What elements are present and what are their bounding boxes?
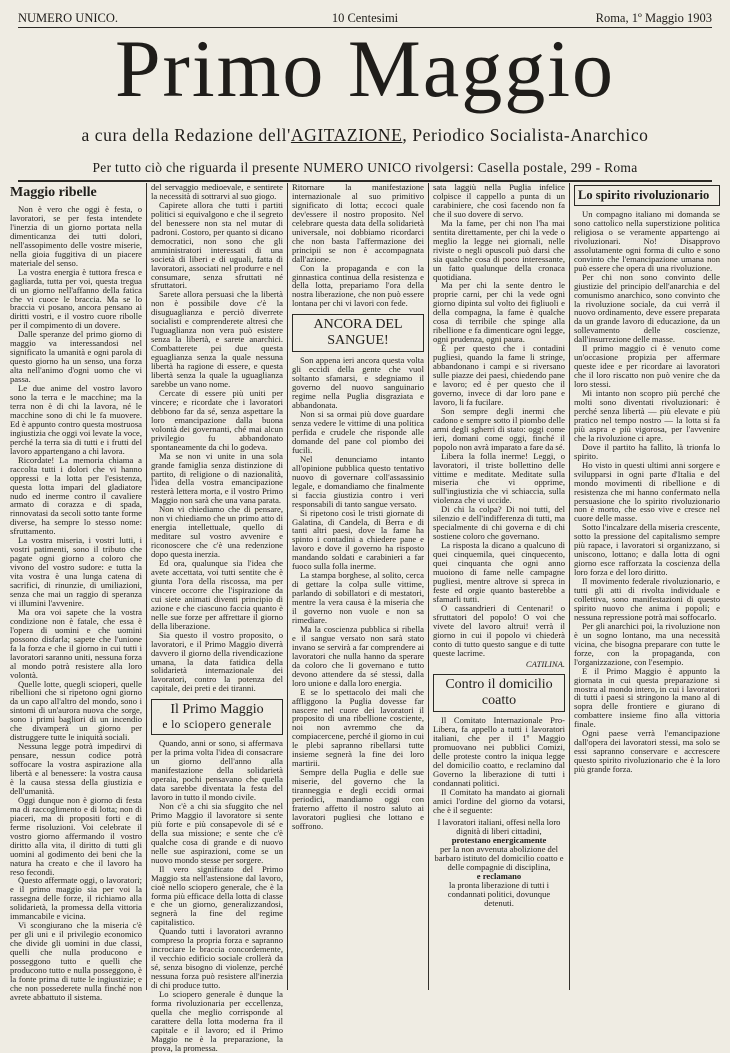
paragraph: O cassandrieri di Centenari! o sfruttatori del popolo! O voi che vivete del lavoro altrui! verrà il giorno in cui il popolo vi chiederà conto di tutto questo sangue e di tutte queste lacrime.: [433, 602, 565, 658]
paragraph: Ma la coscienza pubblica si ribella e il sangue versato non sarà stato invano se servirà a far comprendere ai lavoratori che nulla hanno da sperare da coloro che li governano e tutto devono attendere da sé stessi, dalla loro unione e dalla loro energia.: [292, 623, 424, 688]
paragraph: per la non avvenuta abolizione del barbaro istituto del domicilio coatto e delle compagnie di disciplina,: [434, 843, 564, 872]
paragraph: Ma se non vi unite in una sola grande famiglia senza distinzione di partito, di religione o di nazionalità, l'idea della vostra emancipazione resterà lettera morta, e il vostro Primo Maggio non sarà che una vana parata.: [151, 450, 283, 506]
paragraph: Quelle lotte, quegli scioperi, quelle ribellioni che si ripetono ogni giorno da un capo all'altro del mondo, sono i sintomi di un'aurora nuova che sorge, sono i primi bagliori di un incendio che divamperà un giorno per distruggere tutte le iniquità sociali.: [10, 678, 142, 743]
paragraph: E il Primo Maggio è appunto la giornata in cui questa preparazione si mostra al mondo intero, in cui i lavoratori di tutti i paesi si stringono la mano al di sopra delle frontiere e giurano di combattere insieme fino alla vittoria finale.: [574, 665, 720, 730]
paragraph: Libera la folla inerme! Leggi, o lavoratori, il triste bollettino delle vittime e meditate. Meditate sulla miseria che vi opprime, sull'ingiustizia che vi schiaccia, sulla violenza che vi uccide.: [433, 450, 565, 506]
paragraph: Non si sa ormai più dove guardare senza vedere le vittime di una politica perfida e crudele che risponde alle domande del pane col piombo dei fucili.: [292, 409, 424, 455]
article-body-manifestazione: [292, 183, 424, 308]
paragraph: La risposta la dicano a qualcuno di quei cinquemila, quei cinquecento, quei cinquanta che ogni anno muoiono di fame nelle campagne pugliesi, mentre altrove si spreca in feste ed orgie quanto basterebbe a sfamarli tutti.: [433, 540, 565, 604]
article-body-ancora-del-sangue: [292, 356, 424, 831]
paragraph: del servaggio medioevale, e sentirete la necessità di sottrarvi al suo giogo.: [151, 182, 283, 201]
subtitle-before: a cura della Redazione dell': [81, 125, 291, 145]
paragraph: Ritornare la manifestazione internazionale al suo primitivo significato di lotta; eccoci quale dev'essere il nostro proposito. Nel celebrare questa data della solidarietà universale, noi dobbiamo ricordarci che non basta l'affermazione dei principii se non è accompagnata dall'azione.: [292, 182, 424, 264]
paragraph: Sarete allora persuasi che la libertà non è possibile dove c'è la disuguaglianza e perciò diverrete socialisti e comprenderete altresì che l'uguaglianza non vera può esistere senza la libertà, e sarete anarchici. Combatterete pei due questa eguaglianza senza la quale nessuna libertà ha ragione di essere, e questa libertà senza la quale la uguaglianza sarebbe un vano nome.: [151, 289, 283, 389]
paragraph: I lavoratori italiani, offesi nella loro dignità di liberi cittadini,: [437, 816, 561, 836]
column-2: [151, 182, 283, 1053]
paragraph: E se lo spettacolo dei mali che affliggono la Puglia dovesse far nascere nel cuore dei lavoratori il proposito di una ribellione cosciente, noi non avremmo che da compiacercene, perché il giorno in cui le plebi sapranno ribellarsi tutte insieme segnerà la fine dei loro martirii.: [292, 686, 424, 769]
masthead-title: Primo Maggio: [114, 23, 616, 114]
paragraph: Il movimento federale rivoluzionario, e tutti gli atti di rivolta individuale e collettiva, sono manifestazioni di questo spirito nuovo che anima i popoli; e nessuna repressione potrà mai soffocarlo.: [574, 576, 720, 622]
paragraph: Non è vero che oggi è festa, o lavoratori, se per festa intendete l'inerzia di un giorno portata nella dimenticanza dei tutti dolori, nell'assopimento delle vostre miserie, nella gioia fuggitiva di un piacere materiale del senso.: [10, 204, 142, 268]
article-box-primo-maggio: [151, 699, 283, 735]
column-divider: [569, 183, 570, 990]
column-divider: [287, 183, 288, 990]
paragraph: Sia questo il vostro proposito, o lavoratori, e il Primo Maggio diverrà davvero il giorno della rivendicazione umana, la data fatidica della solidarietà internazionale dei lavoratori, contro la potenza del capitale, dei preti e dei tiranni.: [151, 629, 283, 694]
article-body-maggio-ribelle: [10, 205, 142, 1002]
paragraph: sata laggiù nella Puglia infelice colpisce il cappello a punta di un carabiniere, che così facendo non fa che il suo dovere di servo.: [433, 182, 565, 219]
paragraph: Non c'è a chi sia sfuggito che nel Primo Maggio il lavoratore si sente più forte e più consapevole di sé e della sua missione; e sente che c'è qualche cosa di grande e di nuovo nelle sue aspirazioni, come se un nuovo mondo stesse per sorgere.: [151, 801, 283, 865]
paragraph: Il Comitato Internazionale Pro-Libera, fa appello a tutti i lavoratori italiani, che per il 1º Maggio promuovano nei pubblici Comizi, delle proteste contro la iniqua legge del domicilio coatto, e reclamino dal Governo la liberazione di tutti i condannati politici.: [433, 715, 565, 789]
paragraph: Nessuna legge potrà impedirvi di pensare, nessun codice potrà soffocare la vostra aspirazione alla libertà e al benessere: la vostra causa è la causa stessa della giustizia e dell'umanità.: [10, 741, 142, 796]
paragraph: Ma ora voi sapete che la vostra condizione non è fatale, che essa è l'opera di uomini e che uomini possono disfarla; sapete che l'unione fa la forza e che il giorno in cui tutti i lavoratori saranno uniti, nessuna forza al mondo potrà resistere alla loro volontà.: [10, 606, 142, 680]
resolution-text: [433, 818, 565, 908]
date-label: Roma, 1º Maggio 1903: [595, 10, 712, 25]
subtitle-periodical-name: AGITAZIONE: [290, 125, 403, 145]
subtitle-after: , Periodico Socialista-Anarchico: [402, 125, 649, 145]
paragraph: Nel denunciamo intanto all'opinione pubblica questo tentativo nuovo di governare coll'assassinio legale, e domandiamo che finalmente si faccia giustizia contro i veri responsabili di tanto sangue versato.: [292, 453, 424, 509]
article-title-primo-maggio: Il Primo Maggio: [170, 702, 264, 718]
paragraph: Vi scongiurano che la miseria c'è per gli uni e il privilegio economico che divide gli uomini in due classi, quelli che nulla producono e posseggono tutto e quelli che producono tutto e nulla posseggono, è la fonte prima di tutte le ingiustizie; e che non possederete nulla finché non avrete abbattuto il sistema.: [10, 920, 142, 1002]
paragraph: e reclamano: [476, 870, 522, 881]
paragraph: Ma la fame, per chi non l'ha mai sentita direttamente, per chi la vede o meglio la legge nei giornali, nelle riviste o negli opuscoli può darsi che sia qualche cosa di poco interessante, un fatto qualunque della cronaca quotidiana.: [433, 217, 565, 282]
article-body-continued: [151, 183, 283, 693]
article-body-domicilio-coatto: [433, 716, 565, 814]
paragraph: Per chi non sono convinto delle giustizie del principio dell'anarchia e del comunismo anarchico, sono convinto che la rivoluzione sociale, da cui verrà il nuovo ordinamento, deve essere preparata da un grande lavoro di educazione, da un sollevamento delle coscienze, dall'insurrezione delle masse.: [574, 271, 720, 345]
column-1: [10, 183, 142, 1002]
column-4: [433, 183, 565, 990]
contact-notice: Per tutto ciò che riguarda il presente NUMERO UNICO rivolgersi: Casella postale, 299 - Roma: [92, 160, 638, 175]
paragraph: Oggi dunque non è giorno di festa ma di raccoglimento e di lotta; non di piaceri, ma di propositi forti e di ferme risoluzioni. Voi celebrate il vostro giorno affermando il vostro diritto alla vita, il diritto di tutti gli uomini al godimento dei beni che la natura ha creato e che il lavoro ha reso fecondi.: [10, 794, 142, 877]
paragraph: La vostra miseria, i vostri lutti, i vostri patimenti, sono il tributo che pagate ogni giorno a coloro che vivono del vostro sudore: e tutta la vita vostra è una lunga catena di sacrifici, di rinunzie, di umiliazioni, senza che mai un raggio di speranza vi illumini l'avvenire.: [10, 535, 142, 608]
paragraph: Ma per chi la sente dentro le proprie carni, per chi la vede ogni giorno dipinta sul volto dei figliuoli e della compagna, la fame è qualche cosa di terribile che spinge alla ribellione e fa dimenticare ogni legge, ogni prudenza, ogni paura.: [433, 280, 565, 345]
paragraph: Per gli anarchici poi, la rivoluzione non è un sogno lontano, ma una necessità vicina, che bisogna preparare con tutte le forze, con la propaganda, con l'organizzazione, con l'esempio.: [574, 620, 720, 667]
article-subtitle-sciopero: e lo sciopero generale: [162, 719, 272, 732]
paragraph: Quando, anni or sono, si affermava per la prima volta l'idea di consacrare un giorno dell'anno alla manifestazione della solidarietà operaia, pochi pensavano che quella data sarebbe diventata la festa del lavoro in tutto il mondo civile.: [151, 738, 283, 803]
paragraph: Cercate di essere più uniti per vincere; e ricordate che i lavoratori debbono far da sé, senza aspettare la loro emancipazione dalla buona volontà dei governanti, ché mai alcun privilegio fu abbandonato spontaneamente da chi lo godeva.: [151, 387, 283, 452]
article-box-ancora-del-sangue: [292, 314, 424, 352]
paragraph: Ricordate! La memoria chiama a raccolta tutti i dolori che vi hanno oppressi e la lotta per l'esistenza, questa lotta impari del gladiatore nudo ed inerme contro il cavaliere armato di corazza e di spada, rinnovatasi da secoli sotto tante forme diverse, ha sempre lo stesso nome: sfruttamento.: [10, 454, 142, 537]
column-3: [292, 183, 424, 990]
paragraph: È per questo che i contadini pugliesi, quando la fame li stringe, abbandonano i campi e si riversano sulle piazze dei paesi, chiedendo pane e lavoro; ed è per questo che il governo, invece di dar loro pane e lavoro, li fa fucilare.: [433, 343, 565, 407]
column-divider: [146, 183, 147, 990]
article-body-puglia: [433, 183, 565, 658]
paragraph: Son sempre degli inermi che cadono e sempre sotto il piombo delle armi degli sgherri di stato: oggi come ieri, domani come oggi, finché il popolo non avrà imparato a fare da sé.: [433, 405, 565, 452]
paragraph: Si ripetono così le tristi giornate di Galatina, di Candela, di Berra e di tanti altri paesi, dove la fame ha spinto i contadini a chiedere pane e lavoro e dove il governo ha risposto mandando soldati e carabinieri a far fuoco sulla folla inerme.: [292, 507, 424, 572]
paragraph: Quando tutti i lavoratori avranno compreso la propria forza e sapranno incrociare le braccia concordemente, il vecchio edificio sociale crollerà da sé, senza bisogno di violenze, perché nessuna forza può resistere all'inerzia di chi produce tutto.: [151, 926, 283, 991]
paragraph: la pronta liberazione di tutti i condannati politici, dovunque detenuti.: [447, 879, 551, 908]
masthead-subtitle: [0, 125, 730, 145]
paragraph: Mi intanto non scopro più perché che molti sono diventati rivoluzionari: è perché senza libertà — più elevate e più pratico nel tempo nostro — la lotta si fa più aspra e più vigorosa, per l'avvenire che la rivoluzione ci apre.: [574, 388, 720, 443]
paragraph: Son appena ieri ancora questa volta gli eccidi della gente che vuol soltanto sfamarsi, e sdegniamo il governo del nuovo sanguinario regime nella Puglia disgraziata e abbandonata.: [292, 355, 424, 411]
article-title-ancora-del-sangue: ANCORA DEL SANGUE!: [313, 317, 403, 349]
edition-label: NUMERO UNICO.: [18, 10, 118, 25]
paragraph: Sempre della Puglia e delle sue miserie, del governo che la tiranneggia e degli eccidi ormai periodici, mandiamo oggi con fraterno affetto il nostro saluto ai lavoratori pugliesi che lottano e soffrono.: [292, 767, 424, 831]
article-body-spirito-rivoluzionario: [574, 210, 720, 774]
paragraph: Lo sciopero generale è dunque la forma rivoluzionaria per eccellenza, quella che meglio corrisponde al carattere della lotta moderna fra il capitale e il lavoro; ed il Primo Maggio ne è la preparazione, la prova, la promessa.: [151, 989, 283, 1053]
column-5: [574, 183, 720, 990]
article-body-primo-maggio: [151, 739, 283, 1052]
article-title-spirito-rivoluzionario: Lo spirito rivoluzionario: [578, 188, 710, 202]
article-box-domicilio-coatto: [433, 674, 565, 712]
paragraph: Dalle speranze del primo giorno di maggio va interessandosi nel significato la umanità e ogni parola di questo giorno ha un senso, una forza alta nell'animo d'ogni uomo che vi passa.: [10, 329, 142, 385]
paragraph: Un compagno italiano mi domanda se sono cattolico nella superstizione politica religiosa o se veramente appartengo ai rivoluzionari. No! Disapprovo assolutamente ogni forma di culto e sono convinto che l'emancipazione umana non può essere che opera di una rivoluzione.: [574, 209, 720, 273]
paragraph: Ho visto in questi ultimi anni sorgere e svilupparsi in ogni parte d'Italia e del mondo movimenti di ribellione e di resistenza che mi hanno confermato nella persuasione che lo spirito rivoluzionario non è morto, che esso vive e cresce nel cuore delle masse.: [574, 459, 720, 524]
price-label: 10 Centesimi: [331, 10, 399, 25]
paragraph: Le due anime del vostro lavoro sono la terra e le macchine; ma la terra non è di chi la lavora, né le macchine sono di chi le fa muovere. Ed è appunto contro questa mostruosa ingiustizia che oggi voi levate la voce, perché la terra sia di tutti e i frutti del lavoro appartengano a chi lavora.: [10, 383, 142, 456]
paragraph: Il primo maggio ci è venuto come un'occasione propizia per affermare queste idee e per ricordare ai lavoratori che il loro riscatto non può venire che da loro stessi.: [574, 343, 720, 390]
paragraph: Il Comitato ha mandato ai giornali amici l'ordine del giorno da votarsi, che è il seguente:: [433, 787, 565, 815]
paragraph: Questo affermate oggi, o lavoratori; e il primo maggio sia per voi la rassegna delle forze, il richiamo alla solidarietà, la promessa della vittoria immancabile e vicina.: [10, 875, 142, 922]
article-title-domicilio-coatto: Contro il domicilio coatto: [445, 677, 553, 709]
paragraph: Non vi chiediamo che di pensare, non vi chiediamo che un primo atto di energia intellettuale, quello di meditare sul vostro avvenire e riconoscere che c'è una redenzione dopo questa inerzia.: [151, 504, 283, 560]
column-divider: [428, 183, 429, 990]
article-box-spirito: [574, 185, 720, 206]
paragraph: Ogni paese verrà l'emancipazione dall'opera dei lavoratori stessi, ma solo se essi sapranno conservare e accrescere questo spirito rivoluzionario che è la loro più grande forza.: [574, 728, 720, 775]
paragraph: Dove il partito ha fallito, là trionfa lo spirito.: [574, 441, 720, 461]
paragraph: Ed ora, qualunque sia l'idea che avete accettata, voi tutti sentite che è giunta l'ora della riscossa, ma per vincere occorre che l'ispirazione da cui siete animati diventi principio di azione e che ciascuno faccia quanto è nelle sue forze per affrettare il giorno della liberazione.: [151, 558, 283, 631]
paragraph: Il vero significato del Primo Maggio sta nell'astensione dal lavoro, cioè nello sciopero generale, che è la forma più efficace della lotta di classe e che un giorno, generalizzandosi, segnerà la fine del regime capitalistico.: [151, 863, 283, 928]
paragraph: La stampa borghese, al solito, cerca di gettare la colpa sulle vittime, parlando di sobillatori e di mestatori, mentre la vera causa è la miseria che il governo non vuole e non sa rimediare.: [292, 570, 424, 625]
paragraph: Di chi la colpa? Di noi tutti, del silenzio e dell'indifferenza di tutti, ma specialmente di chi governa e di chi sostiene coloro che governano.: [433, 504, 565, 542]
paragraph: Sotto l'incalzare della miseria crescente, sotto la pressione del capitalismo sempre più rapace, i lavoratori si organizzano, si uniscono, lottano; e dalla lotta di ogni giorno esce rafforzata la coscienza della loro forza e del loro diritto.: [574, 522, 720, 578]
article-title-maggio-ribelle: Maggio ribelle: [10, 185, 97, 200]
paragraph: protestano energicamente: [451, 834, 547, 845]
article-signature: CATILINA.: [525, 658, 565, 669]
paragraph: La vostra energia è tuttora fresca e gagliarda, tutta per voi, questa tregua di un giorno nell'affanno della fatica che vi cuoce le braccia. Ma se lo braccia vi posano, ancora pensano ai diritti vostri, e il vostro cuore ribolle per il compimento di un dovere.: [10, 266, 142, 331]
paragraph: Capirete allora che tutti i partiti politici si equivalgono e che il segreto del benessere non sta nel mutar di padroni. Costoro, per quanto si dicano democratici, non sono che gli amministratori interessati di una società di liberi e di uguali, fatta di lavoratori, associati nel produrre e nel consumare, senza sfruttati né sfruttatori.: [151, 199, 283, 291]
paragraph: Con la propaganda e con la ginnastica continua della resistenza e della lotta, prepariamo l'ora della nostra liberazione, che non può essere lontana per chi vi lavori con fede.: [292, 262, 424, 309]
